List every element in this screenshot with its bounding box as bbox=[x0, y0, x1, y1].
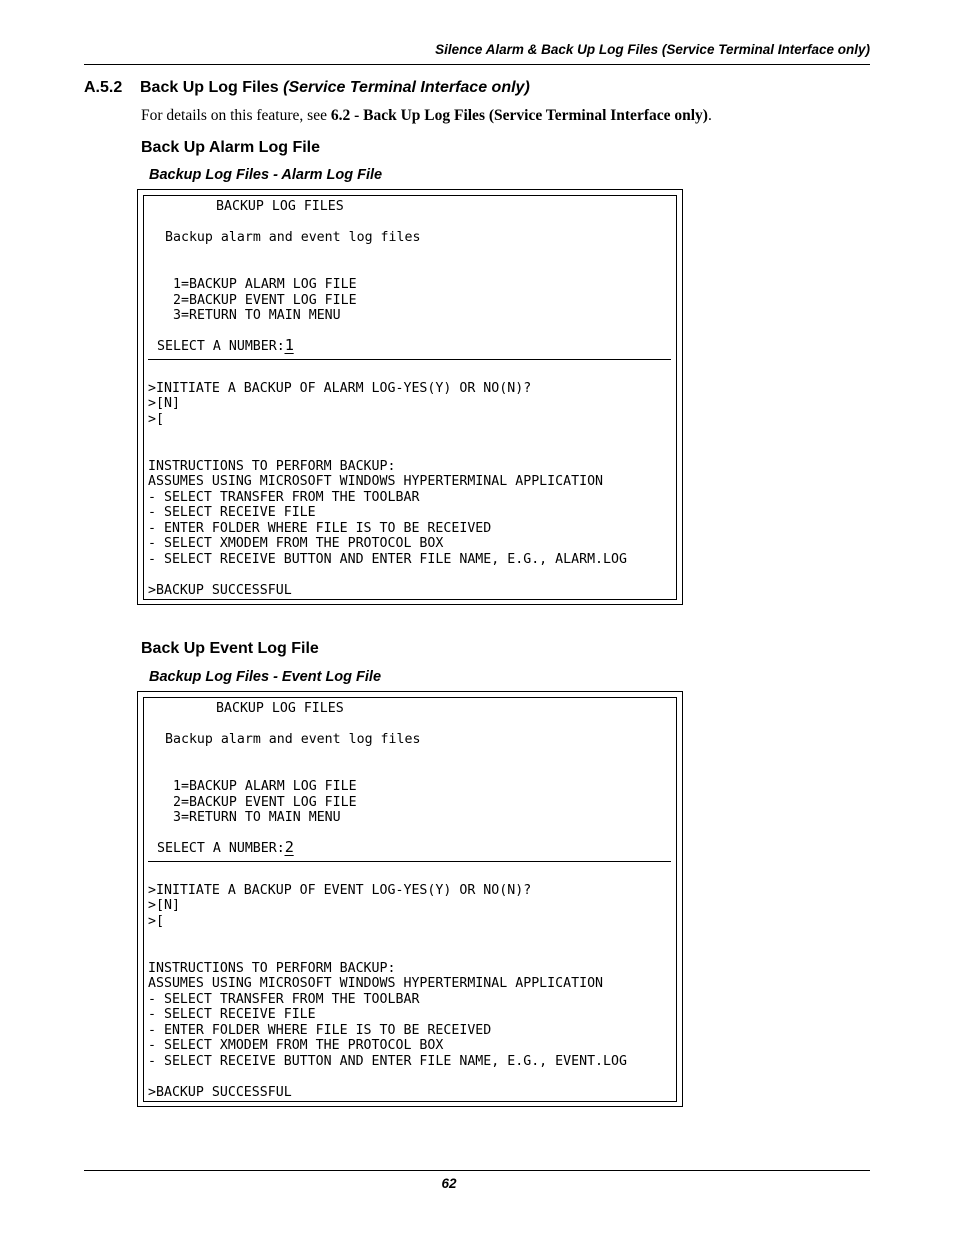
alarm-terminal-frame bbox=[143, 195, 677, 600]
instruction-line: - SELECT RECEIVE BUTTON AND ENTER FILE NAME, E.G., EVENT.LOG bbox=[148, 1054, 628, 1069]
intro-prefix: For details on this feature, see bbox=[141, 107, 331, 124]
instruction-line: - SELECT XMODEM FROM THE PROTOCOL BOX bbox=[148, 1038, 444, 1053]
terminal-subtitle: Backup alarm and event log files bbox=[165, 732, 421, 747]
instruction-line: ASSUMES USING MICROSOFT WINDOWS HYPERTERMINAL APPLICATION bbox=[148, 474, 604, 489]
select-prompt bbox=[157, 336, 294, 354]
instruction-line: - SELECT RECEIVE BUTTON AND ENTER FILE NAME, E.G., ALARM.LOG bbox=[148, 552, 628, 567]
select-prompt bbox=[157, 838, 294, 856]
instruction-line: - SELECT XMODEM FROM THE PROTOCOL BOX bbox=[148, 536, 444, 551]
menu-item-backup-alarm: 1=BACKUP ALARM LOG FILE bbox=[173, 277, 357, 292]
instruction-line: - SELECT TRANSFER FROM THE TOOLBAR bbox=[148, 992, 420, 1007]
page-number: 62 bbox=[441, 1176, 457, 1191]
select-prompt-label: SELECT A NUMBER: bbox=[157, 841, 285, 856]
section-title: Back Up Log Files bbox=[140, 79, 279, 96]
running-header: Silence Alarm & Back Up Log Files (Service Terminal Interface only) bbox=[435, 42, 870, 57]
event-terminal-frame bbox=[143, 697, 677, 1102]
confirm-prompt: >INITIATE A BACKUP OF ALARM LOG-YES(Y) OR NO(N)? bbox=[148, 381, 532, 396]
backup-result: >BACKUP SUCCESSFUL bbox=[148, 583, 292, 598]
instruction-line: - ENTER FOLDER WHERE FILE IS TO BE RECEIVED bbox=[148, 1023, 492, 1038]
confirm-prompt: >INITIATE A BACKUP OF EVENT LOG-YES(Y) OR NO(N)? bbox=[148, 883, 532, 898]
instruction-line: - SELECT RECEIVE FILE bbox=[148, 505, 316, 520]
menu-item-return: 3=RETURN TO MAIN MENU bbox=[173, 308, 341, 323]
terminal-title: BACKUP LOG FILES bbox=[216, 701, 344, 716]
event-terminal bbox=[137, 691, 683, 1107]
section-title-italic: (Service Terminal Interface only) bbox=[283, 79, 530, 96]
alarm-heading: Back Up Alarm Log File bbox=[141, 139, 320, 156]
confirm-reply: >[N] bbox=[148, 898, 180, 913]
instruction-line: - SELECT RECEIVE FILE bbox=[148, 1007, 316, 1022]
terminal-divider bbox=[148, 861, 671, 862]
instruction-line: ASSUMES USING MICROSOFT WINDOWS HYPERTERMINAL APPLICATION bbox=[148, 976, 604, 991]
instruction-line: - ENTER FOLDER WHERE FILE IS TO BE RECEIVED bbox=[148, 521, 492, 536]
section-heading bbox=[84, 79, 530, 97]
instruction-line: - SELECT TRANSFER FROM THE TOOLBAR bbox=[148, 490, 420, 505]
selection-value: 2 bbox=[284, 838, 294, 856]
menu-item-backup-alarm: 1=BACKUP ALARM LOG FILE bbox=[173, 779, 357, 794]
terminal-divider bbox=[148, 359, 671, 360]
intro-suffix: . bbox=[707, 107, 712, 124]
terminal-title: BACKUP LOG FILES bbox=[216, 199, 344, 214]
selection-value: 1 bbox=[284, 336, 294, 354]
input-cursor: >[ bbox=[148, 412, 164, 427]
footer-rule bbox=[84, 1170, 870, 1171]
header-rule bbox=[84, 64, 870, 65]
terminal-subtitle: Backup alarm and event log files bbox=[165, 230, 421, 245]
instructions-title: INSTRUCTIONS TO PERFORM BACKUP: bbox=[148, 961, 396, 976]
event-heading: Back Up Event Log File bbox=[141, 640, 319, 657]
confirm-reply: >[N] bbox=[148, 396, 180, 411]
alarm-caption: Backup Log Files - Alarm Log File bbox=[149, 167, 383, 183]
menu-item-backup-event: 2=BACKUP EVENT LOG FILE bbox=[173, 795, 357, 810]
select-prompt-label: SELECT A NUMBER: bbox=[157, 339, 285, 354]
section-number: A.5.2 bbox=[84, 79, 123, 96]
alarm-terminal bbox=[137, 189, 683, 605]
input-cursor: >[ bbox=[148, 914, 164, 929]
backup-result: >BACKUP SUCCESSFUL bbox=[148, 1085, 292, 1100]
event-caption: Backup Log Files - Event Log File bbox=[149, 669, 382, 685]
instructions-title: INSTRUCTIONS TO PERFORM BACKUP: bbox=[148, 459, 396, 474]
menu-item-return: 3=RETURN TO MAIN MENU bbox=[173, 810, 341, 825]
intro-paragraph bbox=[141, 107, 712, 125]
intro-cross-reference: 6.2 - Back Up Log Files (Service Terminal Interface only) bbox=[330, 107, 708, 124]
menu-item-backup-event: 2=BACKUP EVENT LOG FILE bbox=[173, 293, 357, 308]
